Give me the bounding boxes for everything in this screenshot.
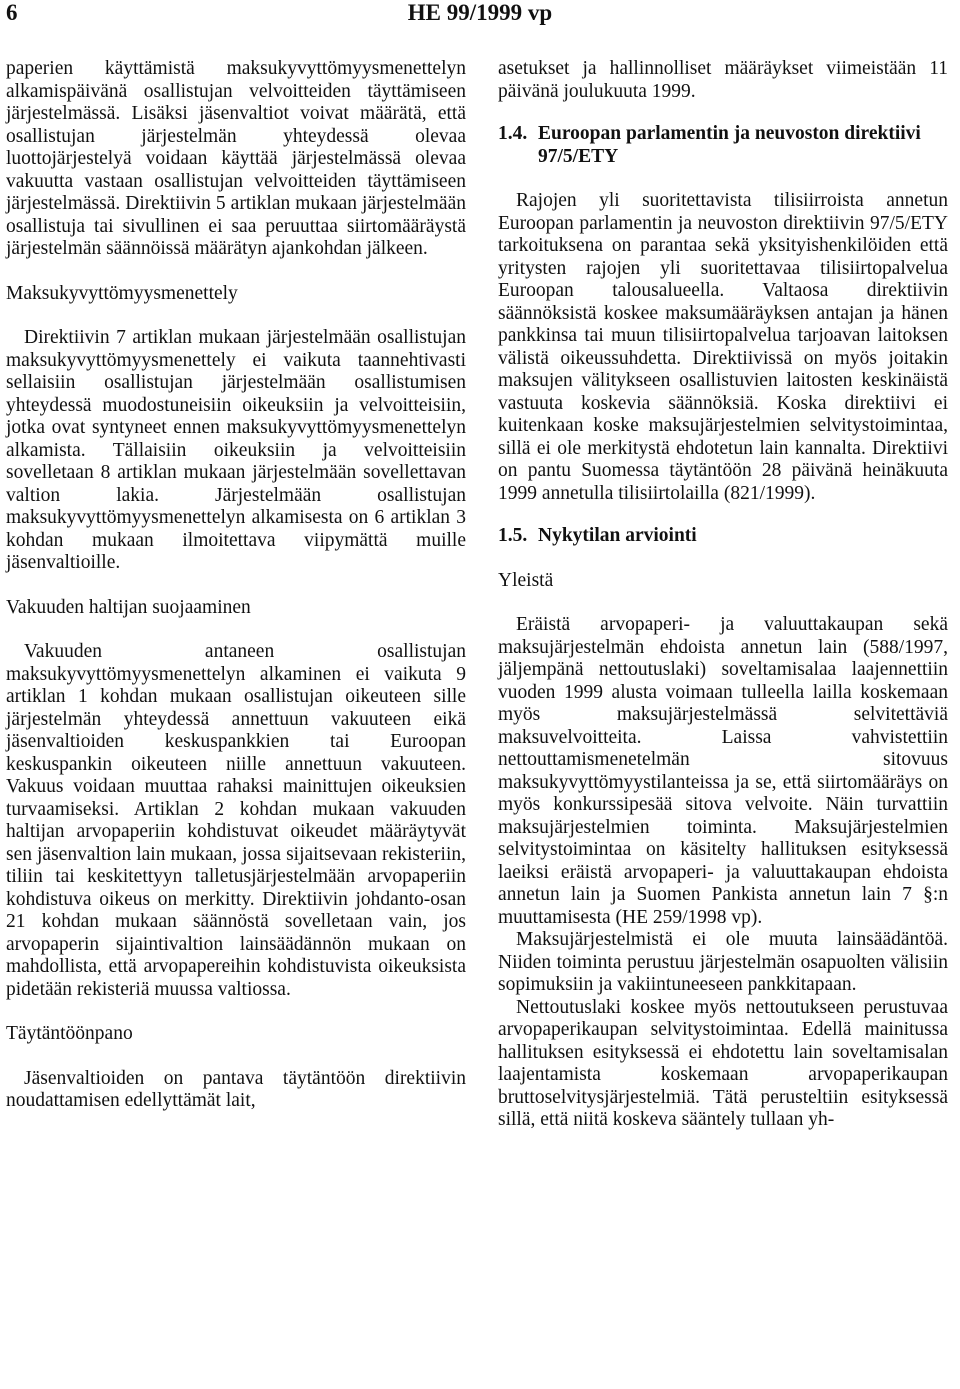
left-paragraph-3: Vakuuden antaneen osallistujan maksukyvyttömyysmenettelyn alkaminen ei vaikuta 9 artiklan 1 kohdan mukaan osallistujan oikeuteen sille järjestelmän yhteydessä annettuun vakuuteen eikä jäsenvaltioiden keskuspankkien tai Euroopan keskuspankin oikeuteen niille annettuun vakuuteen. Vakuus voidaan muuttaa rahaksi mainittujen oikeuksien turvaamiseksi. Artiklan 2 kohdan mukaan vakuuden haltijan arvopaperiin kohdistuvat oikeudet määräytyvät sen jäsenvaltion lain mukaan, jossa sijaitsevaan rekisteriin, tiliin tai keskitettyyn talletusjärjestelmään arvopaperiin kohdistuva oikeus on merkitty. Direktiivin johdanto-osan 21 kohdan mukaan säännöstä sovelletaan vain, jos arvopaperin sijaintivaltion lainsäädännön mukaan on mahdollista, että arvopapereihin kohdistuvista oikeuksista pidetään rekisteriä muussa valtiossa. bbox=[6, 641, 466, 1000]
document-id: HE 99/1999 vp bbox=[407, 0, 553, 25]
page-header bbox=[0, 0, 960, 30]
subheading-vakuuden-haltijan-suojaaminen: Vakuuden haltijan suojaaminen bbox=[6, 596, 251, 618]
right-column bbox=[498, 58, 948, 1132]
right-paragraph-2: Rajojen yli suoritettavista tilisiirroista annetun Euroopan parlamentin ja neuvoston direktiivin 97/5/ETY tarkoituksena on parantaa sekä yksityishenkilöiden että yritysten rajojen yli suoritettavaa tilisiirtopalvelua Euroopan talousalueella. Valtaosa direktiivin säännöksistä koskee maksumääräyksen antajan ja hänen pankkinsa tai muun tilisiirtopalvelua tarjoavan laitoksen välistä oikeussuhdetta. Direktiivissä on myös joitakin maksujen välitykseen osallistuvien laitosten keskinäistä vastuuta koskevia säännöksiä. Koska direktiivi ei kuitenkaan koske maksujärjestelmien selvitystoimintaa, sillä ei ole merkitystä ehdotetun lain kannalta. Direktiivi on pantu Suomessa täytäntöön 28 päivänä heinäkuuta 1999 annetulla tilisiirtolailla (821/1999). bbox=[498, 190, 948, 504]
section-heading-1-4 bbox=[498, 123, 948, 168]
subheading-yleista: Yleistä bbox=[498, 569, 554, 591]
left-paragraph-1: paperien käyttämistä maksukyvyttömyysmenettelyn alkamispäivänä osallistujan velvoitteiden täyttämiseen järjestelmässä. Lisäksi jäsenvaltiot voivat määrätä, että osallistujan järjestelmän yhteydessä olevaa luottojärjestelyä voidaan käyttää järjestelmässä olevaa vakuutta vastaan osallistujan velvoitteiden täyttämiseen järjestelmässä. Direktiivin 5 artiklan mukaan järjestelmään osallistuja tai sivullinen ei saa peruuttaa siirtomääräystä järjestelmän säännöissä määrätyn ajankohdan jälkeen. bbox=[6, 58, 466, 259]
subheading-taytantoonpano: Täytäntöönpano bbox=[6, 1023, 133, 1044]
left-paragraph-4: Jäsenvaltioiden on pantava täytäntöön direktiivin noudattamisen edellyttämät lait, bbox=[6, 1067, 466, 1111]
left-column bbox=[6, 58, 466, 1113]
right-paragraph-1: asetukset ja hallinnolliset määräykset viimeistään 11 päivänä joulukuuta 1999. bbox=[498, 58, 948, 102]
right-paragraph-4: Maksujärjestelmistä ei ole muuta lainsäädäntöä. Niiden toiminta perustuu järjestelmän osapuolten välisiin sopimuksiin ja vakiintuneeseen pankkitapaan. bbox=[498, 929, 948, 995]
left-paragraph-2: Direktiivin 7 artiklan mukaan järjestelmään osallistujan maksukyvyttömyysmenettely ei vaikuta taannehtivasti sellaisiin osallistujan järjestelmään osallistumisen yhteydessä muodostuneisiin oikeuksiin ja velvoitteisiin, jotka ovat syntyneet ennen maksukyvyttömyysmenettelyn alkamista. Tällaisiin oikeuksiin ja velvoitteisiin sovelletaan 8 artiklan mukaan järjestelmään sovellettavan valtion lakia. Järjestelmään osallistujan maksukyvyttömyysmenettelyn alkamisesta on 6 artiklan 3 kohdan mukaan ilmoitettava viipymättä muille jäsenvaltioille. bbox=[6, 327, 466, 573]
section-title: Nykytilan arviointi bbox=[538, 525, 697, 546]
section-heading-1-5 bbox=[498, 525, 948, 548]
section-number: 1.4. bbox=[498, 123, 528, 144]
right-paragraph-5: Nettoutuslaki koskee myös nettoutukseen perustuvaa arvopaperikaupan selvitystoimintaa. Edellä mainitussa hallituksen esityksessä ei ehdotettu lain soveltamisalan laajentamista koskemaan arvopaperikaupan bruttoselvitysjärjestelmiä. Tätä perusteltiin esityksessä sillä, että niitä koskeva sääntely tullaan yh- bbox=[498, 996, 948, 1130]
section-number: 1.5. bbox=[498, 525, 528, 546]
page-number: 6 bbox=[6, 0, 18, 25]
right-paragraph-3: Eräistä arvopaperi- ja valuuttakaupan sekä maksujärjestelmän ehdoista annetun lain (588/1997, jäljempänä nettoutuslaki) soveltamisalaa laajennettiin vuoden 1999 alusta voimaan tulleella lailla koskemaan myös maksujärjestelmässä selvitettäviä maksuvelvoitteita. Laissa vahvistettiin nettouttamismenetelmän sitovuus maksukyvyttömyystilanteissa ja se, että siirtomääräys on myös konkurssipesää sitova velvoite. Näin turvattiin maksujärjestelmien toiminta. Maksujärjestelmien selvitystoimintaa on käsitelty hallituksen esityksessä laeiksi eräistä arvopaperi- ja valuuttakaupan ehdoista annetun lain ja Suomen Pankista annetun lain 7 §:n muuttamisesta (HE 259/1998 vp). bbox=[498, 614, 948, 928]
subheading-maksukyvyttomyysmenettely: Maksukyvyttömyysmenettely bbox=[6, 282, 238, 304]
section-title: Euroopan parlamentin ja neuvoston direktiivi 97/5/ETY bbox=[538, 123, 921, 167]
